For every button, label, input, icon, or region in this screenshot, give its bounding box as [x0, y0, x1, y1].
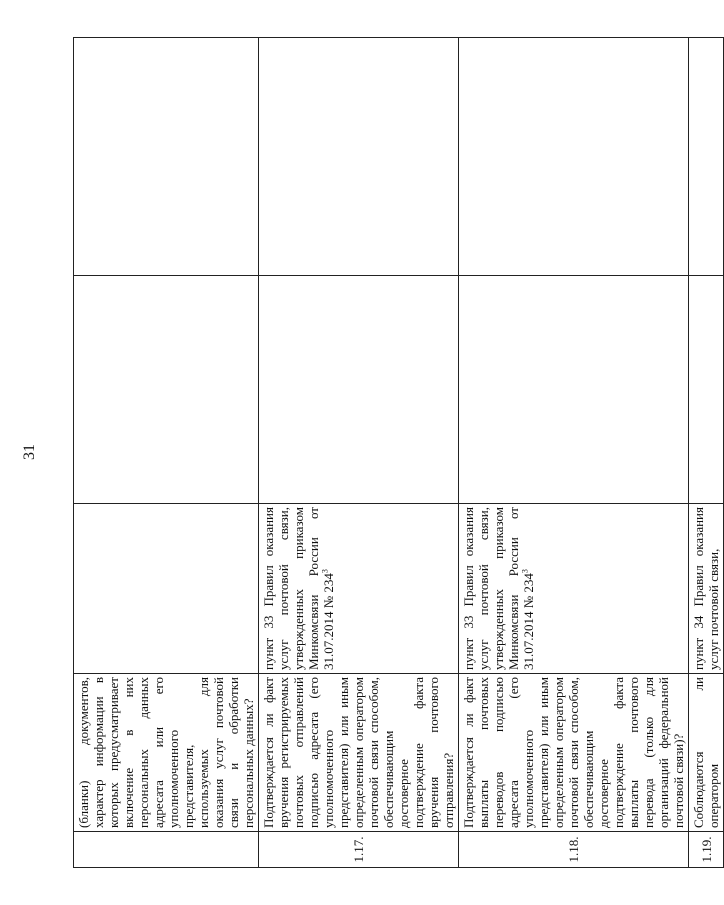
answer-cell [74, 276, 259, 504]
note-cell [259, 38, 459, 276]
answer-cell [459, 276, 689, 504]
row-number: 1.18. [459, 832, 689, 868]
basis-cell [74, 504, 259, 674]
note-cell [74, 38, 259, 276]
table-row [689, 38, 724, 868]
table-row [459, 38, 689, 868]
footnote-marker: 3 [320, 569, 330, 574]
row-number: 1.17. [259, 832, 459, 868]
basis-cell [459, 504, 689, 674]
row-number: 1.19. [689, 832, 724, 868]
note-cell [459, 38, 689, 276]
table-rotation-wrapper [73, 38, 721, 868]
question-cell: Подтверждается ли факт вручения регистрируемых почтовых отправлений подписью адресата (его уполномоченного представителя) или иным определенным оператором почтовой связи способом, обеспечивающим достоверное подтверждение факта вручения почтового отправления? [259, 674, 459, 832]
basis-text: пункт 33 Правил оказания услуг почтовой связи, утвержденных приказом Минкомсвязи России от 31.07.2014 № 234 [261, 507, 336, 670]
checklist-table [73, 37, 724, 868]
row-number [74, 832, 259, 868]
footnote-marker: 3 [520, 569, 530, 574]
table-row [259, 38, 459, 868]
question-cell: Подтверждается ли факт выплаты почтовых переводов подписью адресата (его уполномоченного представителя) или иным определенным оператором почтовой связи способом, обеспечивающим достоверное подтверждение факта выплаты почтового перевода (только для организаций федеральной почтовой связи)? [459, 674, 689, 832]
note-cell [689, 38, 724, 276]
basis-cell: пункт 34 Правил оказания услуг почтовой связи, [689, 504, 724, 674]
table-row [74, 38, 259, 868]
basis-text: пункт 33 Правил оказания услуг почтовой связи, утвержденных приказом Минкомсвязи России от 31.07.2014 № 234 [461, 507, 536, 670]
basis-cell [259, 504, 459, 674]
answer-cell [689, 276, 724, 504]
question-cell: Соблюдаются ли оператором [689, 674, 724, 832]
answer-cell [259, 276, 459, 504]
question-cell: (бланки) документов, характер информации в которых предусматривает включение в них персональных данных адресата или его уполномоченного представителя, используемых для оказания услуг почтовой связи и обработки персональных данных? [74, 674, 259, 832]
page-number: 31 [21, 444, 38, 460]
